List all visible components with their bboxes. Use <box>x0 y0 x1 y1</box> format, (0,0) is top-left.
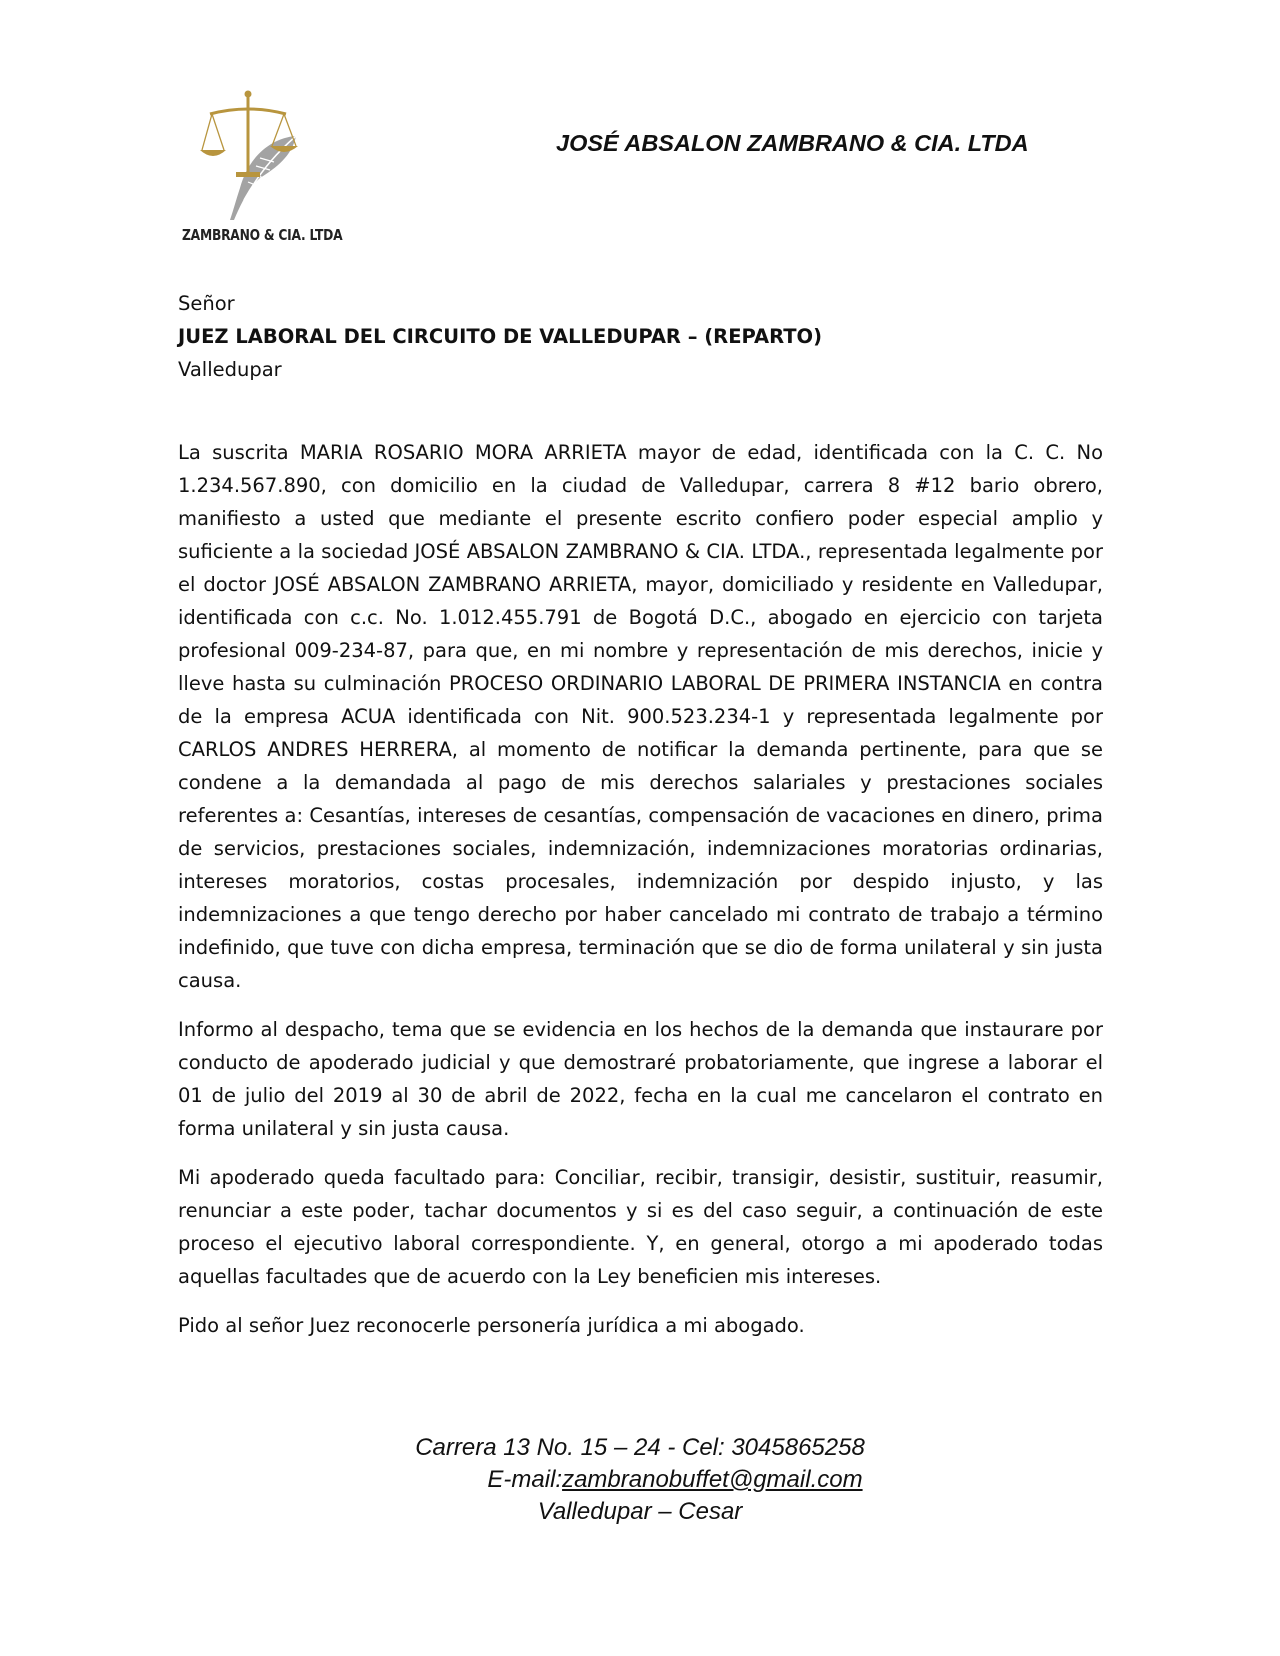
firm-name-heading: JOSÉ ABSALON ZAMBRANO & CIA. LTDA <box>556 130 1029 156</box>
paragraph-faculties: Mi apoderado queda facultado para: Conciliar, recibir, transigir, desistir, sustituir, reasumir, renunciar a este poder, tachar documentos y si es del caso seguir, a continuación de este proceso el ejecutivo laboral correspondiente. Y, en general, otorgo a mi apoderado todas aquellas facultades que de acuerdo con la Ley beneficien mis intereses. <box>178 1166 1103 1288</box>
paragraph-employment-facts: Informo al despacho, tema que se evidencia en los hechos de la demanda que instaurare por conducto de apoderado judicial y que demostraré probatoriamente, que ingrese a laborar el 01 de julio del 2019 al 30 de abril de 2022, fecha en la cual me cancelaron el contrato en forma unilateral y sin justa causa. <box>178 1018 1103 1140</box>
footer-email-line <box>0 1464 1280 1496</box>
addressee-block <box>178 287 822 386</box>
paragraph-request: Pido al señor Juez reconocerle personería jurídica a mi abogado. <box>178 1314 805 1337</box>
logo-caption: ZAMBRANO & CIA. LTDA <box>182 226 343 244</box>
firm-logo <box>178 82 378 252</box>
email-link[interactable]: zambranobuffet@gmail.com <box>562 1466 863 1493</box>
email-label: E-mail: <box>487 1466 563 1493</box>
letter-body <box>178 436 1103 1358</box>
footer-address: Carrera 13 No. 15 – 24 - Cel: 3045865258 <box>415 1434 865 1461</box>
footer-contact <box>0 1432 1280 1528</box>
salutation: Señor <box>178 292 235 315</box>
paragraph-power-of-attorney: La suscrita MARIA ROSARIO MORA ARRIETA mayor de edad, identificada con la C. C. No 1.234.567.890, con domicilio en la ciudad de Valledupar, carrera 8 #12 bario obrero, manifiesto a usted que mediante el presente escrito confiero poder especial amplio y suficiente a la sociedad JOSÉ ABSALON ZAMBRANO & CIA. LTDA., representada legalmente por el doctor JOSÉ ABSALON ZAMBRANO ARRIETA, mayor, domiciliado y residente en Valledupar, identificada con c.c. No. 1.012.455.791 de Bogotá D.C., abogado en ejercicio con tarjeta profesional 009-234-87, para que, en mi nombre y representación de mis derechos, inicie y lleve hasta su culminación PROCESO ORDINARIO LABORAL DE PRIMERA INSTANCIA en contra de la empresa ACUA identificada con Nit. 900.523.234-1 y representada legalmente por CARLOS ANDRES HERRERA, al momento de notificar la demanda pertinente, para que se condene a la demandada al pago de mis derechos salariales y prestaciones sociales referentes a: Cesantías, intereses de cesantías, compensación de vacaciones en dinero, prima de servicios, prestaciones sociales, indemnización, indemnizaciones moratorias ordinarias, intereses moratorios, costas procesales, indemnización por despido injusto, y las indemnizaciones a que tengo derecho por haber cancelado mi contrato de trabajo a término indefinido, que tuve con dicha empresa, terminación que se dio de forma unilateral y sin justa causa. <box>178 441 1103 992</box>
footer-city: Valledupar – Cesar <box>537 1498 743 1525</box>
scales-of-justice-icon <box>200 88 310 223</box>
recipient-city: Valledupar <box>178 358 282 381</box>
recipient: JUEZ LABORAL DEL CIRCUITO DE VALLEDUPAR – (REPARTO) <box>178 325 823 348</box>
